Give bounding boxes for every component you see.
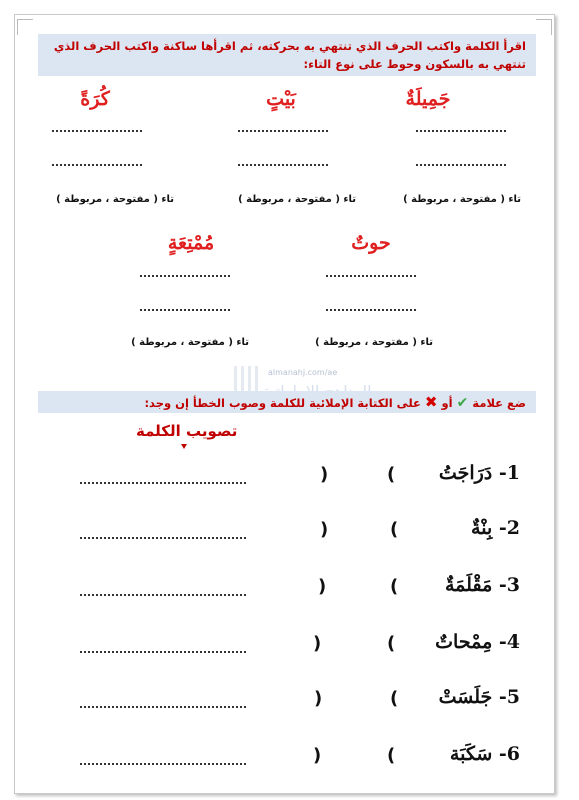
answer-line[interactable] (238, 130, 328, 132)
taa-choice[interactable]: تاء ( مفتوحة ، مربوطة ) (131, 337, 249, 348)
question-word: 6- سَكَبَة (449, 743, 520, 765)
question-row (70, 686, 520, 716)
correction-column-title: تصويب الكلمة (136, 422, 238, 440)
instruction-banner-1 (38, 34, 536, 76)
instruction-or: أو (441, 396, 453, 410)
word-2: بَيْتٍ (266, 88, 296, 110)
paren-open: ( (390, 576, 399, 597)
taa-choice[interactable]: تاء ( مفتوحة ، مربوطة ) (238, 194, 356, 205)
paren-open: ( (390, 688, 399, 709)
paren-open: ( (390, 519, 399, 540)
answer-line[interactable] (326, 309, 416, 311)
answer-line[interactable] (52, 164, 142, 166)
taa-choice[interactable]: تاء ( مفتوحة ، مربوطة ) (315, 337, 433, 348)
word-3: كُرَةً (80, 88, 110, 110)
paren-open: ( (387, 633, 396, 654)
watermark-url: almanahj.com/ae (268, 368, 338, 377)
question-word: 3- مَقْلَمَةٌ (445, 574, 520, 596)
question-row (70, 743, 520, 773)
correction-line[interactable] (80, 594, 246, 596)
question-row (70, 574, 520, 604)
paren-close: ) (314, 688, 323, 709)
instruction-banner-2 (38, 391, 536, 413)
correction-line[interactable] (80, 706, 246, 708)
page-corner-mark (17, 19, 33, 35)
question-word: 1- دَرَاجَتُ (438, 462, 520, 484)
answer-line[interactable] (416, 130, 506, 132)
instruction-text-2a: ضع علامة (472, 396, 526, 410)
question-row (70, 462, 520, 492)
correction-line[interactable] (80, 763, 246, 765)
question-word: 4- مِمْحاتٌ (435, 631, 520, 653)
correction-line[interactable] (80, 651, 246, 653)
answer-line[interactable] (140, 309, 230, 311)
paren-close: ) (313, 633, 322, 654)
question-row (70, 631, 520, 661)
correction-line[interactable] (80, 537, 246, 539)
answer-line[interactable] (238, 164, 328, 166)
question-word: 2- بِنْةٌ (471, 517, 520, 539)
instruction-text-1: اقرأ الكلمة واكتب الحرف الذي تنتهي به بحركته، ثم اقرأها ساكنة واكتب الحرف الذي تنتهي به بالسكون وحوط على نوع التاء: (53, 39, 526, 71)
word-5: مُمْتِعَةٍ (167, 232, 215, 254)
cross-mark-icon: ✖ (424, 393, 438, 411)
down-arrow-icon (181, 444, 187, 449)
answer-line[interactable] (326, 275, 416, 277)
taa-choice[interactable]: تاء ( مفتوحة ، مربوطة ) (403, 194, 521, 205)
question-row (70, 517, 520, 547)
paren-close: ) (320, 519, 329, 540)
answer-line[interactable] (416, 164, 506, 166)
check-mark-icon: ✔ (456, 395, 469, 411)
taa-choice[interactable]: تاء ( مفتوحة ، مربوطة ) (56, 194, 174, 205)
paren-close: ) (320, 464, 329, 485)
question-word: 5- جَلَسَتْ (438, 686, 520, 708)
word-4: حوتٌ (351, 232, 391, 254)
correction-line[interactable] (80, 482, 246, 484)
paren-close: ) (318, 576, 327, 597)
page-corner-mark (536, 19, 552, 35)
instruction-text-2b: على الكتابة الإملائية للكلمة وصوب الخطأ إن وجد: (144, 396, 421, 410)
answer-line[interactable] (140, 275, 230, 277)
paren-close: ) (313, 745, 322, 766)
paren-open: ( (387, 745, 396, 766)
paren-open: ( (387, 464, 396, 485)
word-1: جَمِيلَةٌ (405, 88, 451, 110)
answer-line[interactable] (52, 130, 142, 132)
